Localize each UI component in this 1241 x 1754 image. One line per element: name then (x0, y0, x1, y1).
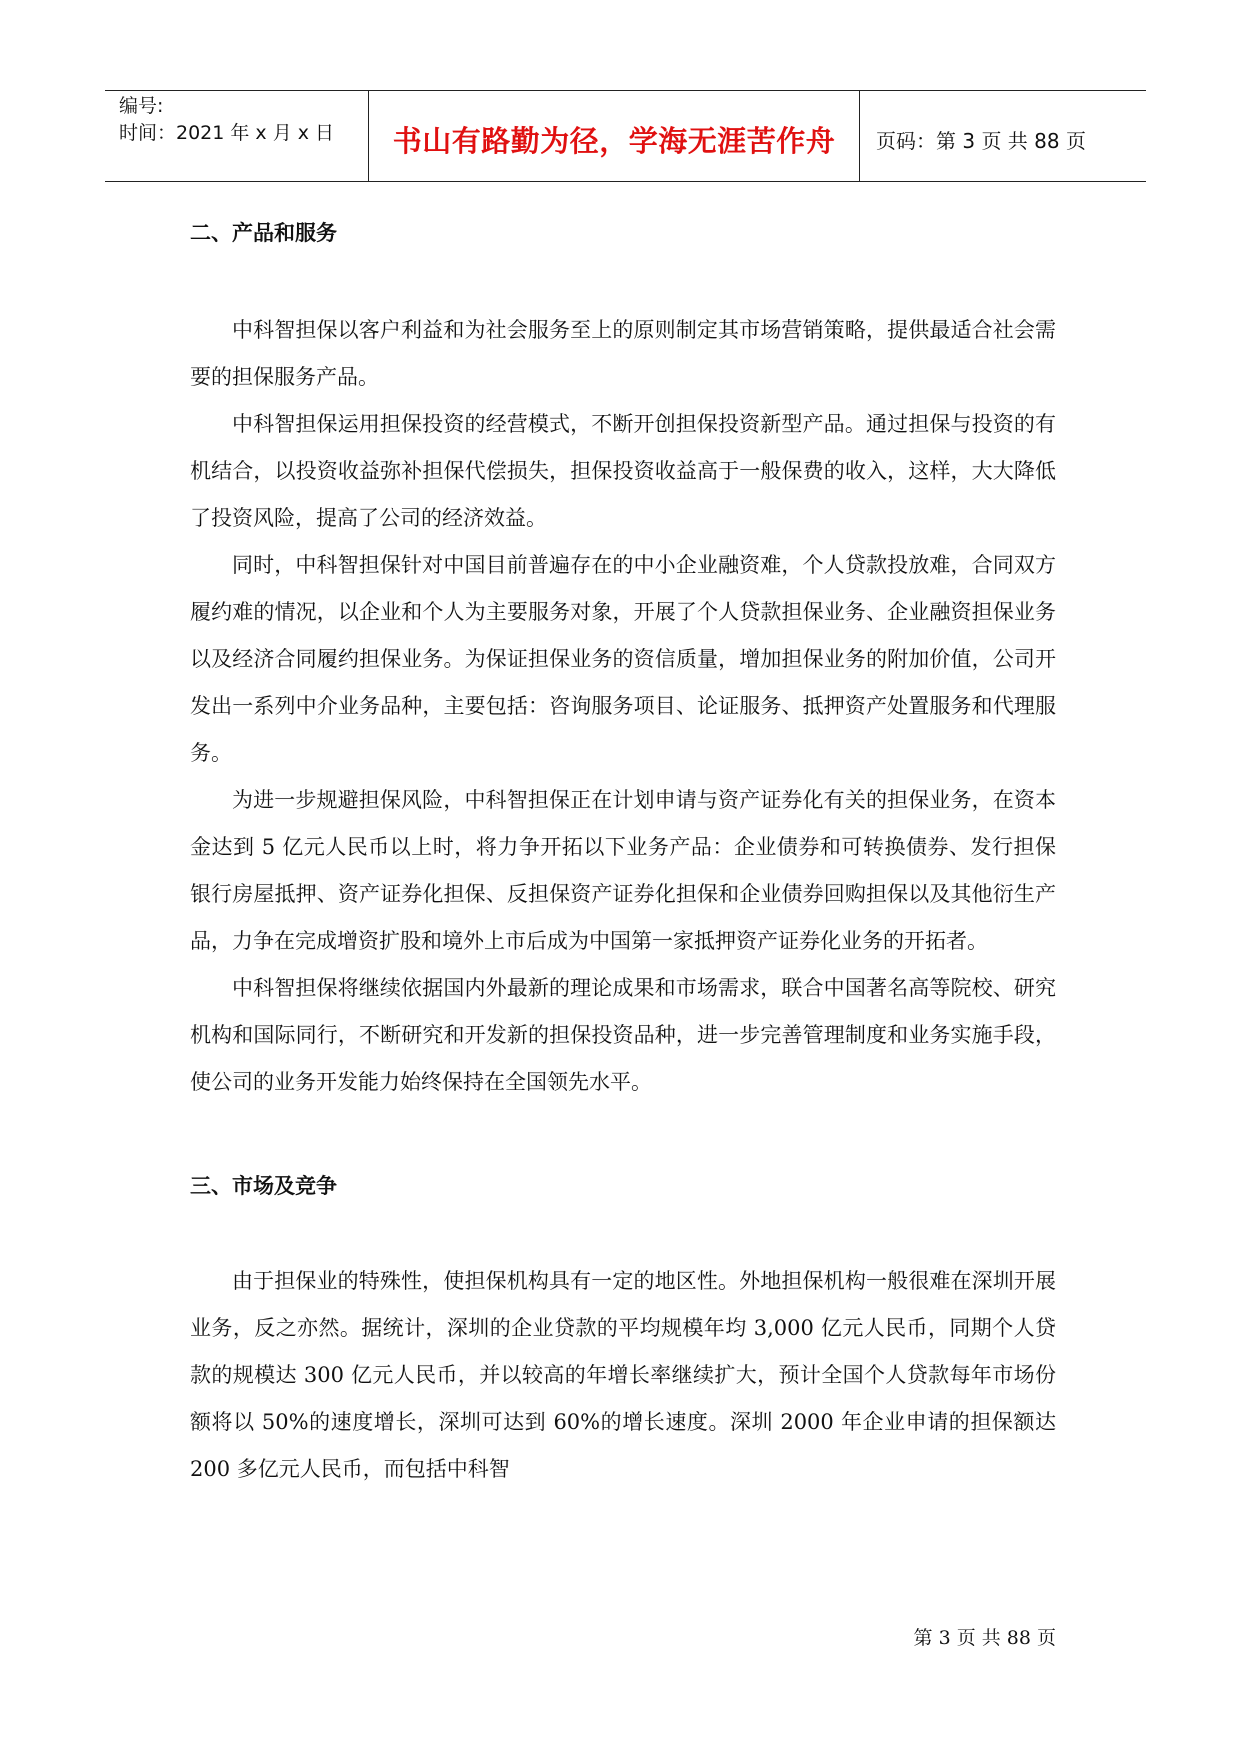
paragraph: 中科智担保运用担保投资的经营模式，不断开创担保投资新型产品。通过担保与投资的有机结合，以投资收益弥补担保代偿损失，担保投资收益高于一般保费的收入，这样，大大降低了投资风险，提高了公司的经济效益。 (190, 412, 1056, 530)
paragraph: 由于担保业的特殊性，使担保机构具有一定的地区性。外地担保机构一般很难在深圳开展业务，反之亦然。据统计，深圳的企业贷款的平均规模年均 3,000 亿元人民币，同期个人贷款的规模达 300 亿元人民币，并以较高的年增长率继续扩大，预计全国个人贷款每年市场份额将以 50%的速度增长，深圳可达到 60%的增长速度。深圳 2000 年企业申请的担保额达 200 多亿元人民币，而包括中科智 (190, 1269, 1056, 1481)
header-motto: 书山有路勤为径，学海无涯苦作舟 (369, 91, 860, 181)
section-heading: 三、市场及竞争 (190, 1173, 337, 1198)
paragraph: 为进一步规避担保风险，中科智担保正在计划申请与资产证券化有关的担保业务，在资本金达到 5 亿元人民币以上时，将力争开拓以下业务产品：企业债券和可转换债券、发行担保银行房屋抵押、资产证券化担保、反担保资产证券化担保和企业债券回购担保以及其他衍生产品，力争在完成增资扩股和境外上市后成为中国第一家抵押资产证券化业务的开拓者。 (190, 788, 1056, 953)
section-market-competition (190, 1170, 1056, 1493)
document-number-label: 编号: (119, 95, 164, 117)
paragraph: 中科智担保以客户利益和为社会服务至上的原则制定其市场营销策略，提供最适合社会需要的担保服务产品。 (190, 318, 1056, 389)
section-products-services (190, 217, 1056, 1106)
spacer (190, 1202, 1056, 1258)
section-heading: 二、产品和服务 (190, 220, 337, 245)
document-time-label: 时间：2021 年 x 月 x 日 (119, 122, 335, 144)
document-header (105, 90, 1146, 182)
header-meta (105, 91, 369, 181)
spacer (190, 1106, 1056, 1158)
paragraph: 同时，中科智担保针对中国目前普遍存在的中小企业融资难，个人贷款投放难，合同双方履约难的情况，以企业和个人为主要服务对象，开展了个人贷款担保业务、企业融资担保业务以及经济合同履约担保业务。为保证担保业务的资信质量，增加担保业务的附加价值，公司开发出一系列中介业务品种，主要包括：咨询服务项目、论证服务、抵押资产处置服务和代理服务。 (190, 553, 1056, 765)
spacer (190, 249, 1056, 307)
page-footer: 第 3 页 共 88 页 (913, 1627, 1056, 1649)
header-page-info: 页码：第 3 页 共 88 页 (876, 128, 1086, 153)
document-body (190, 205, 1056, 1493)
paragraph: 中科智担保将继续依据国内外最新的理论成果和市场需求，联合中国著名高等院校、研究机构和国际同行，不断研究和开发新的担保投资品种，进一步完善管理制度和业务实施手段，使公司的业务开发能力始终保持在全国领先水平。 (190, 976, 1056, 1094)
